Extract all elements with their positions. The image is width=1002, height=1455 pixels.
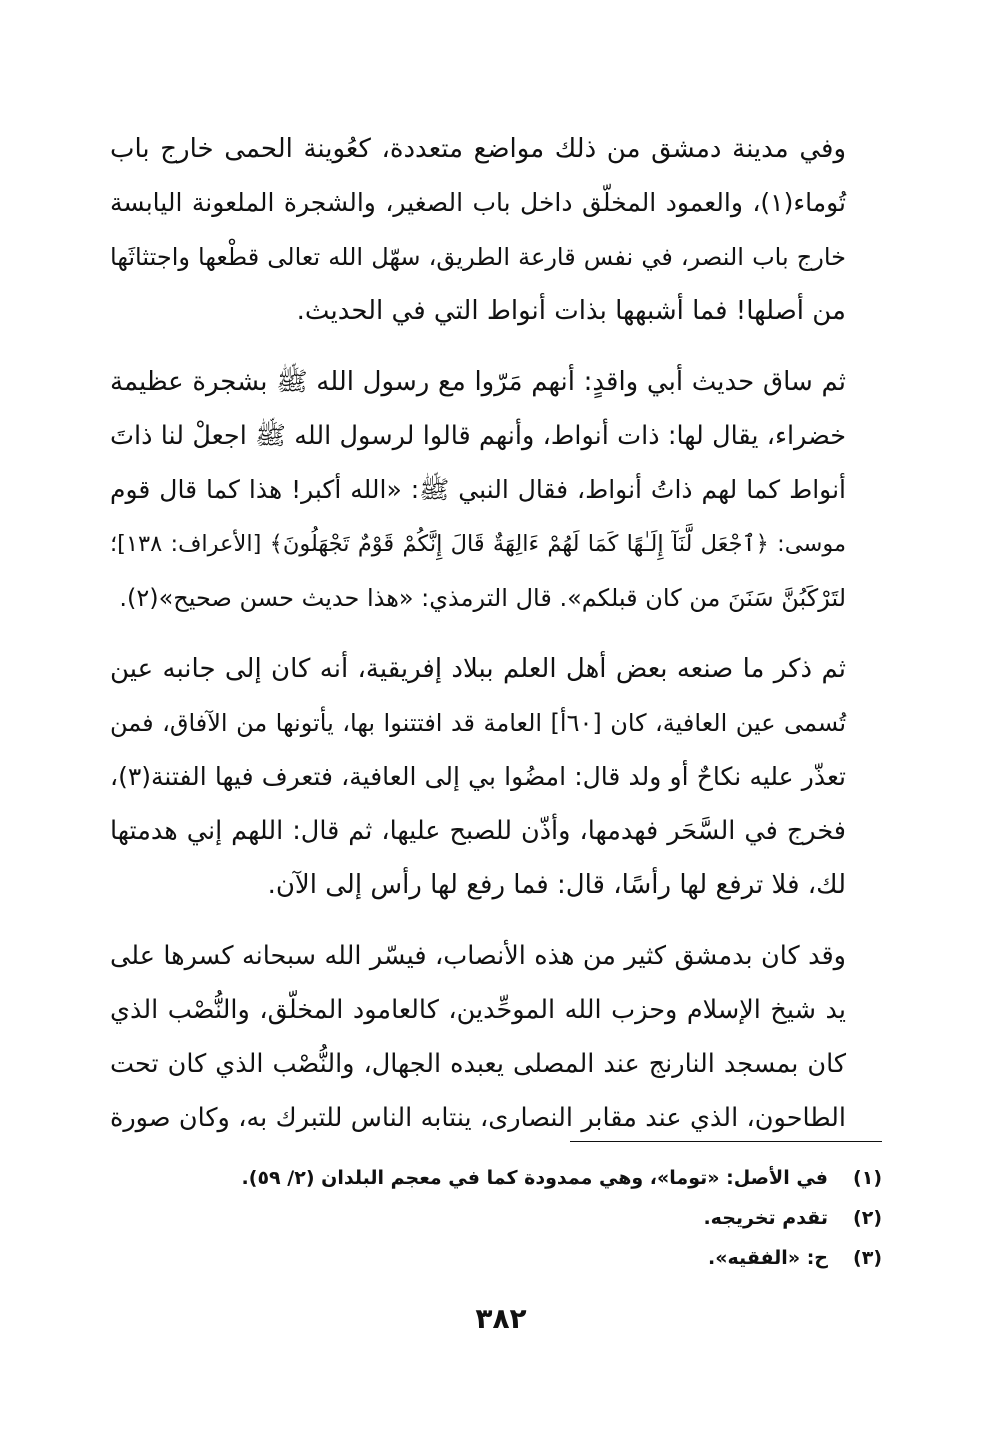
text-line: لتَرْكَبُنَّ سَنَنَ من كان قبلكم». قال الترمذي: «هذا حديث حسن صحيح»(٢). [119, 584, 846, 612]
text-line: ثم ساق حديث أبي واقدٍ: أنهم مَرّوا مع رسول الله ﷺ بشجرة عظيمة [110, 367, 846, 397]
text-line: فخرج في السَّحَر فهدمها، وأذّن للصبح عليها، ثم قال: اللهم إني هدمتها [110, 816, 846, 846]
footnote-mark: (١) [853, 1167, 882, 1189]
text-line: ثم ذكر ما صنعه بعض أهل العلم ببلاد إفريقية، أنه كان إلى جانبه عين [110, 654, 846, 684]
text-line: وفي مدينة دمشق من ذلك مواضع متعددة، كعُوينة الحمى خارج باب [110, 134, 846, 164]
text-line: أنواط كما لهم ذاتُ أنواط، فقال النبي ﷺ: «الله أكبر! هذا كما قال قوم [110, 475, 846, 504]
text-line: تعذّر عليه نكاحٌ أو ولد قال: امضُوا بي إلى العافية، فتعرف فيها الفتنة(٣)، [110, 762, 846, 791]
text-line: يد شيخ الإسلام وحزب الله الموحِّدين، كالعامود المخلّق، والنُّصْب الذي [110, 995, 846, 1025]
text-line: تُوماء(١)، والعمود المخلّق داخل باب الصغير، والشجرة الملعونة اليابسة [110, 188, 846, 217]
footnote-mark: (٢) [853, 1207, 882, 1229]
text-line: وقد كان بدمشق كثير من هذه الأنصاب، فيسّر الله سبحانه كسرها على [110, 941, 846, 971]
footnote-mark: (٣) [853, 1247, 882, 1269]
footnote-3 [110, 1238, 882, 1278]
text-line: كان بمسجد النارنج عند المصلى يعبده الجهال، والنُّصْب الذي كان تحت [110, 1049, 846, 1079]
main-text [110, 122, 882, 1162]
footnote-text: تقدم تخريجه. [703, 1207, 828, 1229]
footnote-separator [570, 1141, 882, 1142]
paragraph-3 [110, 642, 882, 912]
page-number: ٣٨٢ [475, 1302, 527, 1335]
paragraph-1 [110, 122, 882, 338]
text-line: من أصلها! فما أشبهها بذات أنواط التي في الحديث. [296, 296, 846, 326]
paragraph-2 [110, 355, 882, 625]
text-line: الطاحون، الذي عند مقابر النصارى، ينتابه الناس للتبرك به، وكان صورة [110, 1103, 846, 1133]
text-line: تُسمى عين العافية، كان [٦٠أ] العامة قد افتتنوا بها، يأتونها من الآفاق، فمن [110, 709, 846, 737]
footnotes [110, 1158, 882, 1278]
text-line: موسى: ﴿ٱجْعَل لَّنَآ إِلَـٰهًا كَمَا لَهُمْ ءَالِهَةٌ قَالَ إِنَّكُمْ قَوْمٌ تَجْهَلُونَ﴾ [الأعراف: ١٣٨]؛ [110, 531, 846, 557]
text-line: لك، فلا ترفع لها رأسًا، قال: فما رفع لها رأس إلى الآن. [267, 870, 846, 900]
footnote-1 [110, 1158, 882, 1198]
paragraph-4 [110, 929, 882, 1145]
text-line: خضراء، يقال لها: ذات أنواط، وأنهم قالوا لرسول الله ﷺ اجعلْ لنا ذاتَ [110, 421, 846, 451]
footnote-2 [110, 1198, 882, 1238]
footnote-text: ح: «الفقيه». [708, 1247, 828, 1269]
text-line: خارج باب النصر، في نفس قارعة الطريق، سهّل الله تعالى قطْعها واجتثاثَها [110, 243, 846, 271]
footnote-text: في الأصل: «توما»، وهي ممدودة كما في معجم البلدان (٢/ ٥٩). [241, 1167, 828, 1189]
